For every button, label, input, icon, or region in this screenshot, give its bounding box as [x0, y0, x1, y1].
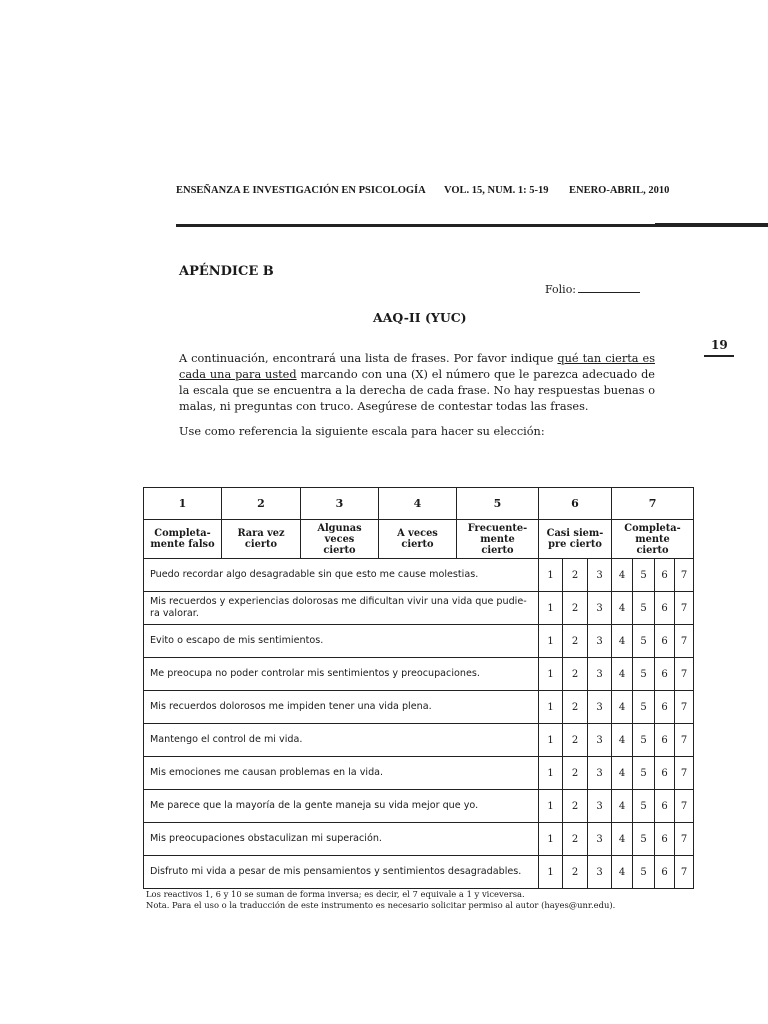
response-option-4[interactable]: 4 — [612, 658, 633, 691]
response-option-6[interactable]: 6 — [655, 724, 675, 757]
response-option-7[interactable]: 7 — [675, 625, 694, 658]
scale-number: 7 — [612, 488, 694, 520]
response-option-3[interactable]: 3 — [588, 790, 612, 823]
response-option-4[interactable]: 4 — [612, 790, 633, 823]
response-option-4[interactable]: 4 — [612, 559, 633, 592]
response-option-6[interactable]: 6 — [655, 691, 675, 724]
scale-number: 4 — [379, 488, 457, 520]
response-option-5[interactable]: 5 — [633, 724, 655, 757]
response-option-5[interactable]: 5 — [633, 823, 655, 856]
response-option-4[interactable]: 4 — [612, 823, 633, 856]
response-option-7[interactable]: 7 — [675, 691, 694, 724]
response-option-7[interactable]: 7 — [675, 724, 694, 757]
journal-name: ENSEÑANZA E INVESTIGACIÓN EN PSICOLOGÍA — [176, 185, 426, 196]
scale-label-line: cierto — [323, 544, 356, 556]
response-option-6[interactable]: 6 — [655, 757, 675, 790]
item-row — [144, 823, 694, 856]
header-rule-edge — [655, 223, 768, 227]
response-option-3[interactable]: 3 — [588, 856, 612, 889]
response-option-7[interactable]: 7 — [675, 592, 694, 625]
scale-label-line: mente falso — [150, 539, 215, 550]
response-option-5[interactable]: 5 — [633, 757, 655, 790]
response-option-3[interactable]: 3 — [588, 757, 612, 790]
response-option-5[interactable]: 5 — [633, 592, 655, 625]
item-row — [144, 757, 694, 790]
appendix-heading: APÉNDICE B — [179, 264, 274, 279]
response-option-5[interactable]: 5 — [633, 625, 655, 658]
scale-label — [539, 520, 612, 559]
response-option-2[interactable]: 2 — [563, 691, 588, 724]
response-scale-table — [143, 487, 694, 889]
response-option-1[interactable]: 1 — [539, 559, 563, 592]
response-option-6[interactable]: 6 — [655, 559, 675, 592]
response-option-5[interactable]: 5 — [633, 856, 655, 889]
response-option-3[interactable]: 3 — [588, 592, 612, 625]
scale-label — [612, 520, 694, 559]
response-option-3[interactable]: 3 — [588, 823, 612, 856]
response-option-4[interactable]: 4 — [612, 856, 633, 889]
response-option-6[interactable]: 6 — [655, 625, 675, 658]
scale-label-row — [144, 520, 694, 559]
response-option-6[interactable]: 6 — [655, 823, 675, 856]
folio-blank-line — [578, 282, 640, 293]
response-option-7[interactable]: 7 — [675, 790, 694, 823]
scale-label-line: Casi siem- — [546, 528, 604, 539]
folio-field — [545, 282, 640, 296]
scale-label-line: mente — [635, 533, 670, 545]
response-option-3[interactable]: 3 — [588, 658, 612, 691]
response-option-1[interactable]: 1 — [539, 757, 563, 790]
response-option-4[interactable]: 4 — [612, 625, 633, 658]
note-reverse-scoring: Los reactivos 1, 6 y 10 se suman de forma inversa; es decir, el 7 equivale a 1 y viceversa. — [146, 889, 525, 899]
item-row — [144, 856, 694, 889]
scale-number: 6 — [539, 488, 612, 520]
scale-label-line: Completa- — [154, 528, 211, 539]
item-row — [144, 691, 694, 724]
item-statement: Disfruto mi vida a pesar de mis pensamientos y sentimientos desagradables. — [144, 856, 539, 889]
response-option-6[interactable]: 6 — [655, 856, 675, 889]
scale-label-line: mente — [480, 533, 515, 545]
item-statement: Mis recuerdos dolorosos me impiden tener una vida plena. — [144, 691, 539, 724]
scale-number: 1 — [144, 488, 222, 520]
item-statement: Me preocupa no poder controlar mis sentimientos y preocupaciones. — [144, 658, 539, 691]
questionnaire-title: AAQ-II (YUC) — [373, 310, 467, 325]
item-row — [144, 625, 694, 658]
scale-label-line: cierto — [636, 544, 669, 556]
response-option-4[interactable]: 4 — [612, 724, 633, 757]
scale-label-line: cierto — [401, 539, 434, 550]
response-option-3[interactable]: 3 — [588, 559, 612, 592]
instructions-text-1: A continuación, encontrará una lista de frases. Por favor indique — [179, 352, 558, 365]
response-option-5[interactable]: 5 — [633, 691, 655, 724]
scale-label — [457, 520, 539, 559]
response-option-6[interactable]: 6 — [655, 592, 675, 625]
response-option-5[interactable]: 5 — [633, 790, 655, 823]
item-statement: Mantengo el control de mi vida. — [144, 724, 539, 757]
scale-label-line: A veces — [397, 528, 438, 539]
item-statement: Mis recuerdos y experiencias dolorosas me dificultan vivir una vida que pudie-ra valorar. — [144, 592, 539, 625]
folio-label: Folio: — [545, 283, 577, 296]
scale-label-line: Rara vez — [237, 528, 285, 539]
response-option-3[interactable]: 3 — [588, 691, 612, 724]
scale-number: 2 — [222, 488, 301, 520]
response-option-1[interactable]: 1 — [539, 823, 563, 856]
item-row — [144, 592, 694, 625]
response-option-7[interactable]: 7 — [675, 757, 694, 790]
response-option-7[interactable]: 7 — [675, 559, 694, 592]
response-option-7[interactable]: 7 — [675, 823, 694, 856]
scale-label — [379, 520, 457, 559]
response-option-5[interactable]: 5 — [633, 559, 655, 592]
scale-number-row — [144, 488, 694, 520]
item-row — [144, 559, 694, 592]
scale-number: 5 — [457, 488, 539, 520]
response-option-2[interactable]: 2 — [563, 592, 588, 625]
item-statement: Mis emociones me causan problemas en la vida. — [144, 757, 539, 790]
response-option-2[interactable]: 2 — [563, 625, 588, 658]
response-option-7[interactable]: 7 — [675, 856, 694, 889]
item-row — [144, 790, 694, 823]
scale-label — [222, 520, 301, 559]
item-row — [144, 724, 694, 757]
response-option-2[interactable]: 2 — [563, 823, 588, 856]
scale-number: 3 — [301, 488, 379, 520]
response-option-4[interactable]: 4 — [612, 592, 633, 625]
response-option-2[interactable]: 2 — [563, 790, 588, 823]
footnotes — [146, 889, 615, 911]
response-option-1[interactable]: 1 — [539, 658, 563, 691]
scale-label-line: pre cierto — [548, 539, 602, 550]
response-option-1[interactable]: 1 — [539, 691, 563, 724]
note-permission: Nota. Para el uso o la traducción de este instrumento es necesario solicitar permiso al autor (hayes@unr.edu). — [146, 900, 616, 910]
response-option-3[interactable]: 3 — [588, 724, 612, 757]
response-option-7[interactable]: 7 — [675, 658, 694, 691]
page-number: 19 — [711, 338, 728, 352]
response-option-5[interactable]: 5 — [633, 658, 655, 691]
page-number-rule — [704, 355, 734, 357]
scale-label-line: Completa- — [624, 522, 681, 534]
scale-label-line: cierto — [244, 539, 278, 550]
instructions-paragraph — [179, 351, 655, 415]
header-rule — [176, 224, 658, 227]
scale-label-line: veces — [324, 533, 355, 545]
scale-label-line: Algunas — [317, 522, 362, 534]
scale-label — [144, 520, 222, 559]
scale-label-line: cierto — [481, 544, 514, 556]
item-statement: Evito o escapo de mis sentimientos. — [144, 625, 539, 658]
response-option-4[interactable]: 4 — [612, 757, 633, 790]
response-option-1[interactable]: 1 — [539, 724, 563, 757]
journal-volume: VOL. 15, NUM. 1: 5-19 — [444, 185, 549, 196]
response-option-2[interactable]: 2 — [563, 658, 588, 691]
response-option-1[interactable]: 1 — [539, 592, 563, 625]
response-option-2[interactable]: 2 — [563, 757, 588, 790]
response-option-1[interactable]: 1 — [539, 856, 563, 889]
instructions-underlined: qué tan cierta es cada una para usted — [179, 352, 655, 381]
item-statement: Puedo recordar algo desagradable sin que esto me cause molestias. — [144, 559, 539, 592]
response-option-6[interactable]: 6 — [655, 658, 675, 691]
item-statement: Me parece que la mayoría de la gente maneja su vida mejor que yo. — [144, 790, 539, 823]
response-option-1[interactable]: 1 — [539, 625, 563, 658]
journal-date: ENERO-ABRIL, 2010 — [569, 185, 670, 196]
instructions-text-2: marcando con una (X) el número que le parezca adecuado de la escala que se encuentra a la derecha de cada frase. No hay respuestas buenas o malas, ni preguntas con truco. Asegúrese de contestar todas las frases. — [179, 368, 655, 413]
response-option-2[interactable]: 2 — [563, 856, 588, 889]
item-row — [144, 658, 694, 691]
response-option-1[interactable]: 1 — [539, 790, 563, 823]
item-statement: Mis preocupaciones obstaculizan mi superación. — [144, 823, 539, 856]
scale-label-line: Frecuente- — [467, 522, 528, 534]
response-option-2[interactable]: 2 — [563, 559, 588, 592]
scale-label — [301, 520, 379, 559]
response-option-2[interactable]: 2 — [563, 724, 588, 757]
response-option-6[interactable]: 6 — [655, 790, 675, 823]
scale-instructions: Use como referencia la siguiente escala para hacer su elección: — [179, 425, 545, 438]
response-option-3[interactable]: 3 — [588, 625, 612, 658]
response-option-4[interactable]: 4 — [612, 691, 633, 724]
